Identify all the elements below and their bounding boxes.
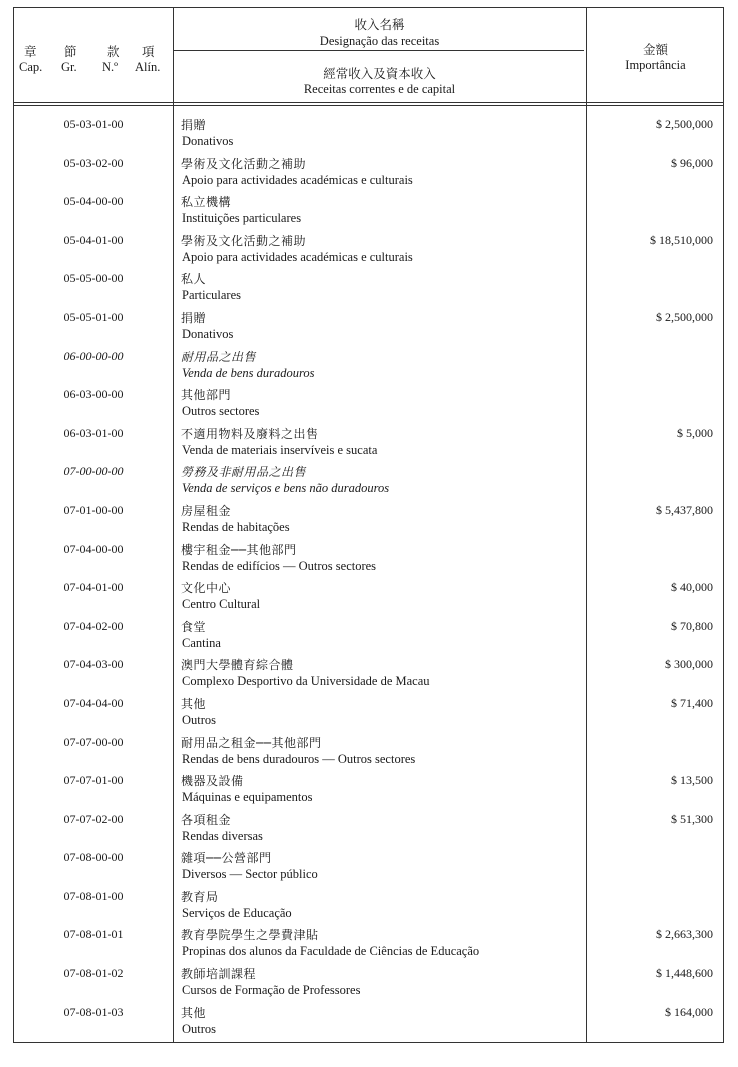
row-code: 07-08-00-00 [63,850,124,865]
row-designation-zh: 勞務及非耐用品之出售 [181,465,307,480]
row-code: 07-04-02-00 [63,618,124,633]
row-amount: $ 2,663,300 [656,927,713,942]
table-row [14,845,723,884]
row-designation-zh: 其他 [181,696,207,711]
row-designation-zh: 教育學院學生之學費津貼 [181,928,319,943]
row-designation-pt: Venda de bens duradouros [182,365,315,380]
header-gr: Gr. [61,60,77,74]
table-row [14,575,723,614]
header-amount-zh: 金額 [642,42,668,57]
row-designation-zh: 私立機構 [181,195,232,210]
table-row [14,382,723,421]
row-designation-zh: 樓宇租金──其他部門 [181,542,297,557]
header-item-zh: 項 [142,44,155,59]
row-designation-pt: Máquinas e equipamentos [182,790,313,805]
table-row [14,730,723,769]
table-row [14,112,723,151]
row-designation-pt: Cantina [182,635,221,650]
row-code: 05-04-00-00 [63,194,124,209]
table-row [14,305,723,344]
table-row [14,344,723,383]
header-no: N.º [102,60,119,74]
budget-table [13,7,724,1043]
row-designation-pt: Venda de materiais inservíveis e sucata [182,442,378,457]
row-code: 07-07-00-00 [63,734,124,749]
row-code: 05-04-01-00 [63,232,124,247]
row-designation-zh: 其他部門 [181,388,232,403]
row-amount: $ 40,000 [671,580,713,595]
row-designation-pt: Complexo Desportivo da Universidade de Macau [182,674,430,689]
row-amount: $ 1,448,600 [656,966,713,981]
row-code: 07-04-00-00 [63,541,124,556]
header-cap: Cap. [19,60,43,74]
row-amount: $ 164,000 [665,1004,713,1019]
row-designation-pt: Particulares [182,288,242,303]
table-row [14,691,723,730]
row-designation-zh: 教師培訓課程 [181,967,257,982]
row-code: 07-07-01-00 [63,773,124,788]
row-designation-pt: Cursos de Formação de Professores [182,983,361,998]
table-row [14,961,723,1000]
table-row [14,884,723,923]
row-designation-zh: 其他 [181,1005,207,1020]
header-alin: Alín. [135,60,161,74]
header-sub-pt: Receitas correntes e de capital [303,82,456,96]
row-designation-zh: 學術及文化活動之補助 [181,156,307,171]
row-designation-pt: Outros [182,712,217,727]
row-designation-pt: Rendas de edifícios — Outros sectores [182,558,377,573]
header-designation-pt: Designação das receitas [319,34,440,48]
row-designation-pt: Diversos — Sector público [182,867,318,882]
row-code: 06-00-00-00 [63,348,124,363]
row-designation-zh: 文化中心 [181,581,232,596]
row-amount: $ 2,500,000 [656,117,713,131]
row-code: 07-08-01-01 [63,927,124,942]
row-designation-pt: Outros sectores [182,404,260,419]
header-section-zh: 節 [64,44,77,59]
row-code: 05-03-02-00 [63,155,124,170]
row-code: 07-07-02-00 [63,811,124,826]
header-amount-pt: Importância [625,58,686,72]
row-designation-zh: 捐贈 [181,310,207,325]
row-designation-zh: 捐贈 [181,118,207,132]
table-row [14,537,723,576]
row-amount: $ 51,300 [671,811,713,826]
row-designation-zh: 耐用品之出售 [181,349,257,364]
table-row [14,151,723,190]
table-row [14,266,723,305]
row-code: 07-00-00-00 [63,464,124,479]
row-amount: $ 70,800 [671,618,713,633]
row-designation-pt: Apoio para actividades académicas e culturais [182,249,413,264]
row-amount: $ 96,000 [671,155,713,170]
header-designation-zh: 收入名稱 [354,17,405,32]
row-amount: $ 13,500 [671,773,713,788]
row-code: 05-05-00-00 [63,271,124,286]
row-code: 07-08-01-00 [63,888,124,903]
budget-rows [14,112,723,1038]
row-designation-zh: 學術及文化活動之補助 [181,233,307,248]
row-designation-zh: 房屋租金 [181,503,232,518]
row-designation-pt: Outros [182,1021,217,1036]
row-designation-pt: Instituições particulares [182,211,302,226]
row-designation-pt: Rendas diversas [182,828,263,843]
table-row [14,922,723,961]
table-row [14,498,723,537]
header-article-zh: 款 [107,44,120,59]
row-designation-pt: Rendas de habitações [182,519,290,534]
row-designation-pt: Serviços de Educação [182,905,292,920]
row-designation-zh: 雜項──公營部門 [181,851,272,866]
table-row [14,768,723,807]
row-designation-pt: Venda de serviços e bens não duradouros [182,481,390,496]
row-code: 06-03-00-00 [63,387,124,402]
table-row [14,1000,723,1039]
row-designation-zh: 耐用品之租金──其他部門 [181,735,322,750]
row-designation-pt: Apoio para actividades académicas e culturais [182,172,413,187]
row-code: 06-03-01-00 [63,425,124,440]
header-chapter-zh: 章 [24,44,37,59]
row-amount: $ 5,000 [677,425,713,440]
header-divider [14,102,723,103]
row-designation-pt: Donativos [182,326,234,341]
table-row [14,189,723,228]
header-bottom-rule [14,105,723,106]
row-amount: $ 5,437,800 [656,502,713,517]
row-designation-zh: 不適用物料及廢料之出售 [181,426,319,441]
row-code: 07-04-03-00 [63,657,124,672]
row-designation-zh: 教育局 [181,889,219,904]
row-code: 05-03-01-00 [63,117,124,131]
header-sub-zh: 經常收入及資本收入 [323,66,436,81]
row-designation-zh: 各項租金 [181,812,232,827]
row-code: 07-08-01-03 [63,1004,124,1019]
row-designation-zh: 機器及設備 [181,774,244,789]
table-row [14,614,723,653]
row-designation-pt: Propinas dos alunos da Faculdade de Ciências de Educação [182,944,480,959]
row-designation-zh: 澳門大學體育綜合體 [181,658,294,673]
row-code: 07-01-00-00 [63,502,124,517]
row-code: 07-04-04-00 [63,695,124,710]
row-designation-zh: 私人 [181,272,207,287]
row-amount: $ 71,400 [671,695,713,710]
row-code: 07-04-01-00 [63,580,124,595]
table-row [14,807,723,846]
table-row [14,459,723,498]
table-row [14,421,723,460]
row-code: 05-05-01-00 [63,309,124,324]
row-amount: $ 2,500,000 [656,309,713,324]
row-designation-pt: Donativos [182,134,234,148]
table-row [14,652,723,691]
row-designation-pt: Centro Cultural [182,597,261,612]
row-designation-pt: Rendas de bens duradouros — Outros sectores [182,751,416,766]
row-code: 07-08-01-02 [63,966,124,981]
row-amount: $ 18,510,000 [650,232,713,247]
row-amount: $ 300,000 [665,657,713,672]
row-designation-zh: 食堂 [181,619,207,634]
table-row [14,228,723,267]
designation-subheader-rule [173,50,584,51]
